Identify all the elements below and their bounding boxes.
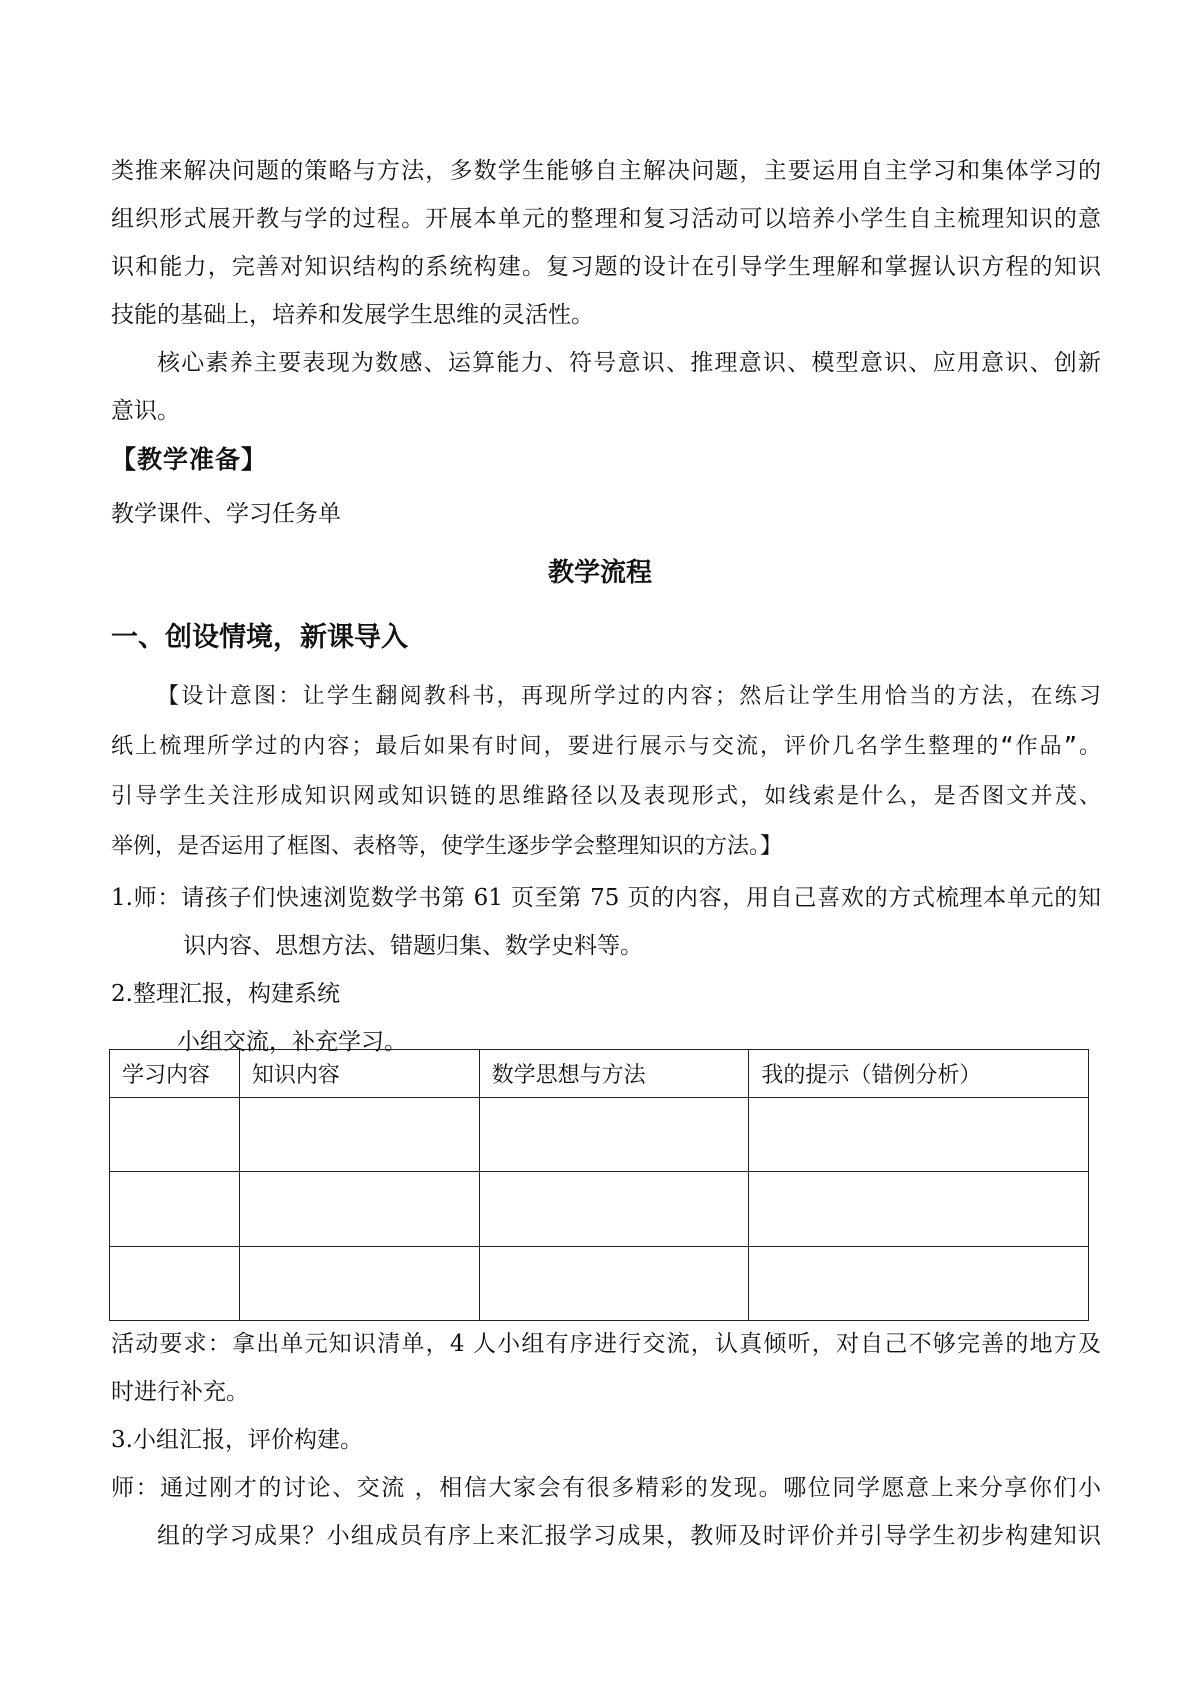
teacher-line-2: 组的学习成果？小组成员有序上来汇报学习成果，教师及时评价并引导学生初步构建知识: [157, 1523, 1101, 1549]
core-literacy-line-1: 核心素养主要表现为数感、运算能力、符号意识、推理意识、模型意识、应用意识、创新: [157, 350, 1101, 376]
intro-line-4: 技能的基础上，培养和发展学生思维的灵活性。: [111, 302, 594, 328]
table-cell[interactable]: [749, 1098, 1089, 1172]
teaching-flow-title: 教学流程: [547, 558, 652, 588]
table-cell[interactable]: [239, 1246, 479, 1320]
step-2-subtext: 小组交流，补充学习。: [177, 1029, 407, 1055]
table-row: [110, 1172, 1089, 1246]
table-cell[interactable]: [110, 1172, 240, 1246]
table-cell[interactable]: [110, 1098, 240, 1172]
design-intent-line-4: 举例，是否运用了框图、表格等，使学生逐步学会整理知识的方法。】: [111, 834, 783, 859]
teacher-line-1: 师：通过刚才的讨论、交流 ，相信大家会有很多精彩的发现。哪位同学愿意上来分享你们小: [111, 1475, 1101, 1501]
activity-requirement-line-1: 活动要求：拿出单元知识清单，4 人小组有序进行交流，认真倾听，对自己不够完善的地方及: [111, 1331, 1101, 1357]
col-header-knowledge-content: 知识内容: [239, 1050, 479, 1098]
col-header-math-thinking: 数学思想与方法: [479, 1050, 749, 1098]
activity-requirement-line-2: 时进行补充。: [111, 1379, 249, 1405]
table-cell[interactable]: [479, 1172, 749, 1246]
design-intent-line-1: 【设计意图：让学生翻阅教科书，再现所学过的内容；然后让学生用恰当的方法，在练习: [157, 684, 1101, 709]
design-intent-line-3: 引导学生关注形成知识网或知识链的思维路径以及表现形式，如线索是什么，是否图文并茂、: [111, 784, 1101, 809]
design-intent-line-2: 纸上梳理所学过的内容；最后如果有时间，要进行展示与交流，评价几名学生整理的“作品”。: [111, 734, 1101, 759]
section-1-heading: 一、创设情境，新课导入: [111, 622, 408, 653]
table-cell[interactable]: [749, 1246, 1089, 1320]
step-2-heading: 2.整理汇报，构建系统: [111, 981, 340, 1007]
col-header-study-content: 学习内容: [110, 1050, 240, 1098]
intro-line-3: 识和能力，完善对知识结构的系统构建。复习题的设计在引导学生理解和掌握认识方程的知识: [111, 254, 1101, 280]
table-cell[interactable]: [749, 1172, 1089, 1246]
table-header-row: [110, 1050, 1089, 1098]
intro-line-2: 组织形式展开教与学的过程。开展本单元的整理和复习活动可以培养小学生自主梳理知识的意: [111, 206, 1101, 232]
core-literacy-line-2: 意识。: [111, 398, 180, 424]
teaching-prep-items: 教学课件、学习任务单: [111, 501, 341, 527]
table-cell[interactable]: [239, 1098, 479, 1172]
table-row: [110, 1098, 1089, 1172]
intro-line-1: 类推来解决问题的策略与方法，多数学生能够自主解决问题，主要运用自主学习和集体学习的: [111, 158, 1101, 184]
step-1-line-2: 识内容、思想方法、错题归集、数学史料等。: [183, 933, 643, 959]
table-cell[interactable]: [479, 1246, 749, 1320]
table-cell[interactable]: [479, 1098, 749, 1172]
step-3-heading: 3.小组汇报，评价构建。: [111, 1427, 363, 1453]
col-header-my-tips: 我的提示（错例分析）: [749, 1050, 1089, 1098]
table-cell[interactable]: [239, 1172, 479, 1246]
teaching-prep-heading: 【教学准备】: [111, 445, 268, 474]
table-cell[interactable]: [110, 1246, 240, 1320]
knowledge-table: [109, 1049, 1089, 1321]
step-1-line-1: 1.师：请孩子们快速浏览数学书第 61 页至第 75 页的内容，用自己喜欢的方式梳理本单元的知: [111, 885, 1101, 911]
table-row: [110, 1246, 1089, 1320]
